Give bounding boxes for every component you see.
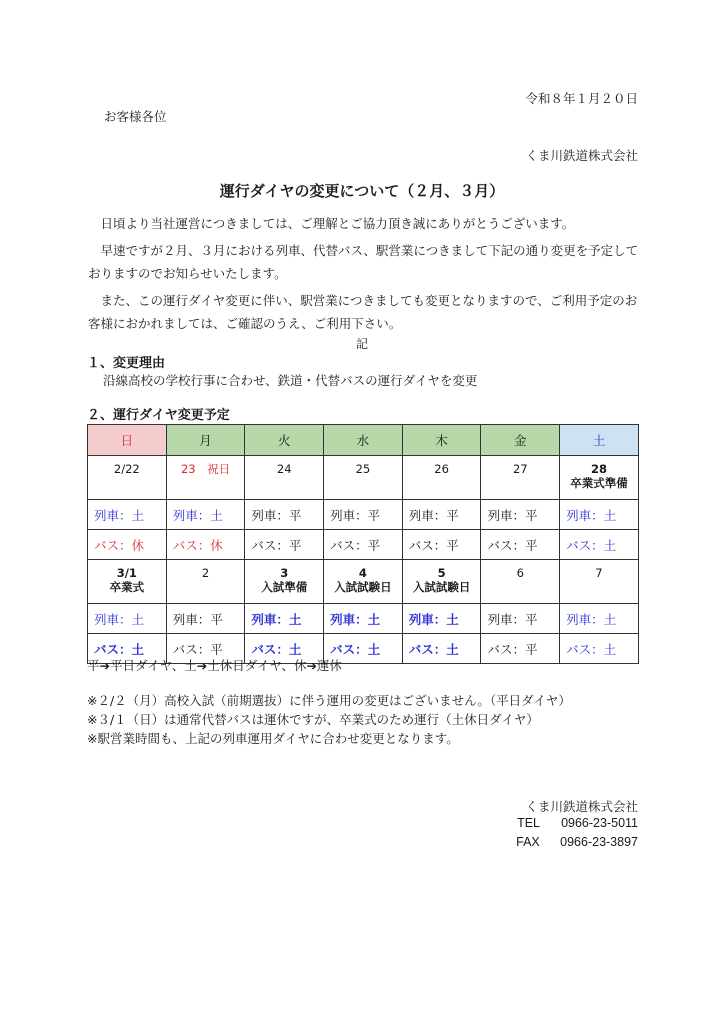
train-row xyxy=(88,604,639,634)
train-cell: 列車：平 xyxy=(166,604,245,634)
tel-label: TEL xyxy=(517,816,541,830)
date-label: 28 xyxy=(590,462,607,476)
date-cell xyxy=(481,456,560,500)
date-label: 2 xyxy=(201,566,210,580)
schedule-table xyxy=(87,424,639,664)
section2-heading: ２、運行ダイヤ変更予定 xyxy=(87,408,230,423)
date-cell xyxy=(245,560,324,604)
footer-fax xyxy=(516,835,638,849)
date-cell xyxy=(88,456,167,500)
paragraph-announcement: 早速ですが２月、３月における列車、代替バス、駅営業につきまして下記の通り変更を予定しておりますのでお知らせいたします。 xyxy=(88,243,639,281)
date-cell xyxy=(166,560,245,604)
addressee: お客様各位 xyxy=(104,109,167,124)
note-item: ※３/１（日）は通常代替バスは運休ですが、卒業式のため運行（土休日ダイヤ） xyxy=(87,712,539,727)
train-cell: 列車：平 xyxy=(402,500,481,530)
bus-cell: バス：平 xyxy=(166,634,245,664)
bus-cell: バス：土 xyxy=(245,634,324,664)
date-label: 5 xyxy=(437,566,446,580)
weekday-thu: 木 xyxy=(402,425,481,456)
bus-cell: バス：平 xyxy=(402,530,481,560)
footer-tel xyxy=(517,816,638,830)
weekday-fri: 金 xyxy=(481,425,560,456)
date-cell xyxy=(324,456,403,500)
section1-text: 沿線高校の学校行事に合わせ、鉄道・代替バスの運行ダイヤを変更 xyxy=(103,373,478,388)
bus-cell: バス：土 xyxy=(88,634,167,664)
train-cell: 列車：平 xyxy=(245,500,324,530)
date-event: 入試試験日 xyxy=(334,580,392,594)
weekday-sun: 日 xyxy=(88,425,167,456)
fax-label: FAX xyxy=(516,835,540,849)
date-cell xyxy=(560,560,639,604)
train-cell: 列車：土 xyxy=(88,500,167,530)
fax-number: 0966-23-3897 xyxy=(560,835,638,849)
date-label: 23 祝日 xyxy=(180,462,231,476)
bus-cell: バス：休 xyxy=(166,530,245,560)
bus-cell: バス：平 xyxy=(481,530,560,560)
date-label: 3/1 xyxy=(116,566,137,580)
document-title: 運行ダイヤの変更について（２月、３月） xyxy=(219,182,505,200)
date-cell xyxy=(481,560,560,604)
train-cell: 列車：平 xyxy=(481,500,560,530)
weekday-mon: 月 xyxy=(166,425,245,456)
bus-cell: バス：平 xyxy=(481,634,560,664)
date-cell xyxy=(245,456,324,500)
date-cell xyxy=(402,560,481,604)
sender-company: くま川鉄道株式会社 xyxy=(525,148,638,163)
date-cell xyxy=(166,456,245,500)
train-cell: 列車：土 xyxy=(245,604,324,634)
note-item: ※２/２（月）高校入試（前期選抜）に伴う運用の変更はございません。（平日ダイヤ） xyxy=(87,693,571,708)
date-event: 卒業式準備 xyxy=(570,476,628,490)
train-cell: 列車：土 xyxy=(324,604,403,634)
train-cell: 列車：土 xyxy=(166,500,245,530)
date-row xyxy=(88,456,639,500)
paragraph-greeting: 日頃より当社運営につきましては、ご理解とご協力頂き誠にありがとうございます。 xyxy=(88,216,575,231)
date-label: 6 xyxy=(516,566,524,580)
paragraph-station-notice: また、この運行ダイヤ変更に伴い、駅営業につきましても変更となりますので、ご利用予定のお客様におかれましては、ご確認のうえ、ご利用下さい。 xyxy=(88,293,638,331)
date-label: 24 xyxy=(276,462,292,476)
date-label: 26 xyxy=(434,462,449,476)
date-label: 25 xyxy=(355,462,371,476)
date-label: 2/22 xyxy=(113,462,140,476)
train-cell: 列車：平 xyxy=(481,604,560,634)
bus-cell: バス：土 xyxy=(560,634,639,664)
date-row xyxy=(88,560,639,604)
date-event: 卒業式 xyxy=(109,580,145,594)
weekday-header-row xyxy=(88,425,639,456)
weekday-tue: 火 xyxy=(245,425,324,456)
bus-cell: バス：休 xyxy=(88,530,167,560)
bus-cell: バス：土 xyxy=(324,634,403,664)
train-cell: 列車：土 xyxy=(560,604,639,634)
bus-cell: バス：土 xyxy=(560,530,639,560)
date-label: 7 xyxy=(595,566,603,580)
date-label: 3 xyxy=(280,566,289,580)
train-row xyxy=(88,500,639,530)
footer-company: くま川鉄道株式会社 xyxy=(525,799,638,814)
weekday-sat: 土 xyxy=(560,425,639,456)
ki-mark: 記 xyxy=(355,337,368,351)
bus-row xyxy=(88,530,639,560)
bus-cell: バス：平 xyxy=(245,530,324,560)
date-cell xyxy=(88,560,167,604)
weekday-wed: 水 xyxy=(324,425,403,456)
date-event: 入試準備 xyxy=(261,580,308,594)
date-cell xyxy=(402,456,481,500)
section1-heading: １、変更理由 xyxy=(87,356,166,371)
bus-cell: バス：平 xyxy=(324,530,403,560)
bus-cell: バス：土 xyxy=(402,634,481,664)
date-cell xyxy=(324,560,403,604)
date-event: 入試試験日 xyxy=(412,580,471,594)
train-cell: 列車：平 xyxy=(324,500,403,530)
date-cell xyxy=(560,456,639,500)
date-label: 27 xyxy=(512,462,528,476)
train-cell: 列車：土 xyxy=(560,500,639,530)
schedule-legend: 平➔平日ダイヤ、土➔土休日ダイヤ、休➔運休 xyxy=(87,658,342,673)
document-date: 令和８年１月２０日 xyxy=(525,91,638,106)
note-item: ※駅営業時間も、上記の列車運用ダイヤに合わせ変更となります。 xyxy=(87,731,459,746)
train-cell: 列車：土 xyxy=(88,604,167,634)
tel-number: 0966-23-5011 xyxy=(561,816,638,830)
train-cell: 列車：土 xyxy=(402,604,481,634)
date-label: 4 xyxy=(358,566,367,580)
